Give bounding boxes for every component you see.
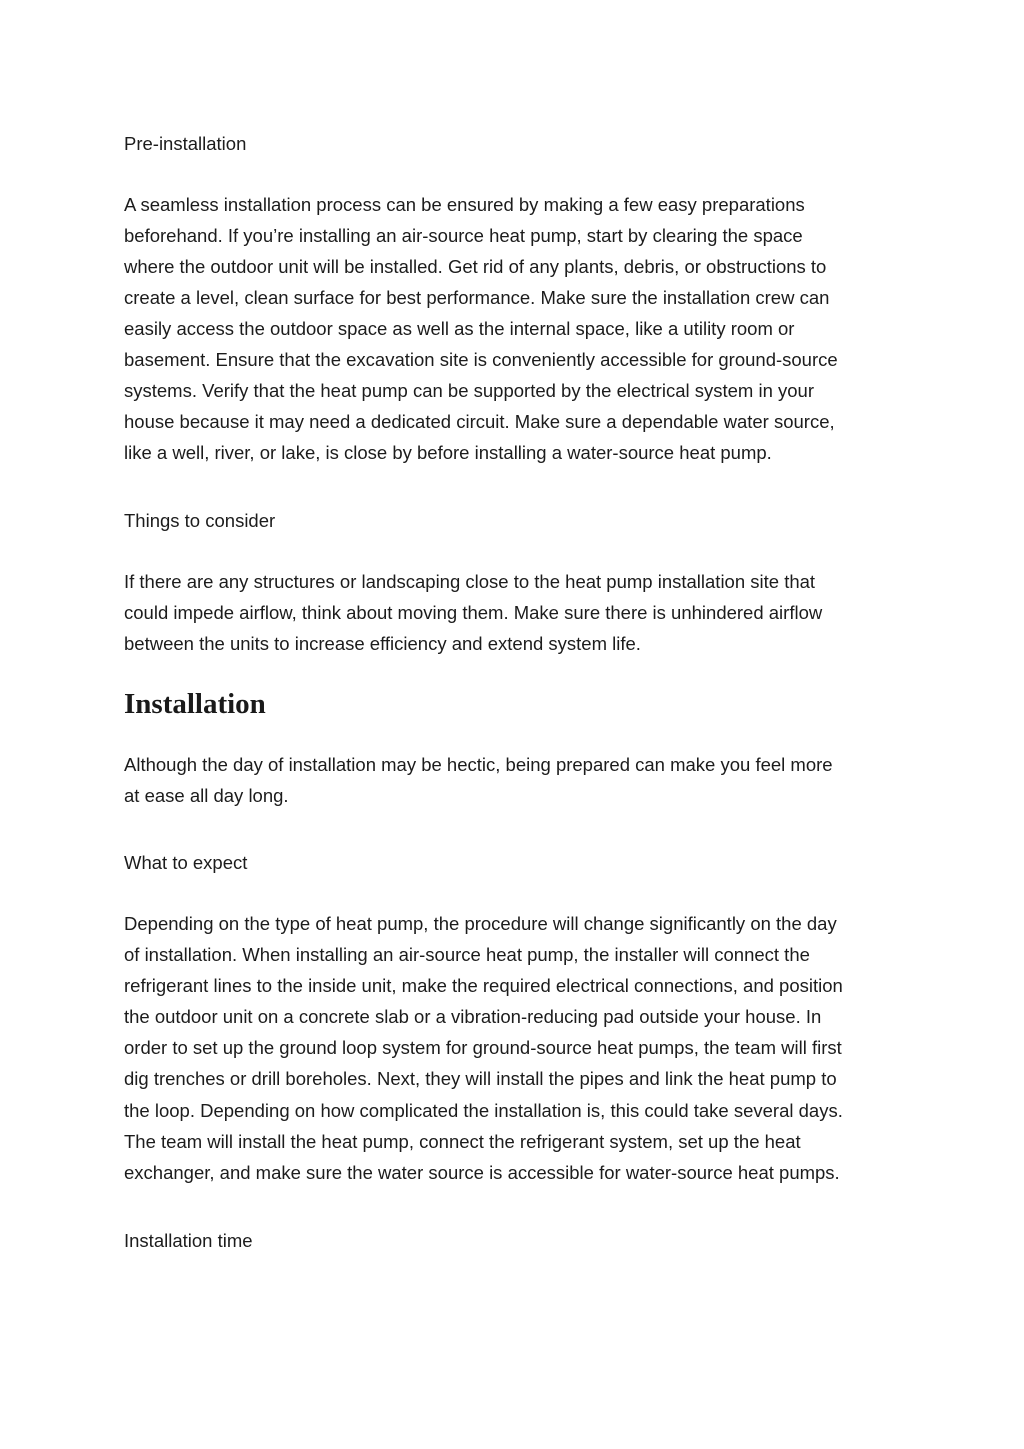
paragraph-line: dig trenches or drill boreholes. Next, they will install the pipes and link the heat pump to bbox=[124, 1068, 837, 1089]
paragraph-line: like a well, river, or lake, is close by before installing a water-source heat pump. bbox=[124, 442, 772, 463]
paragraph-line: between the units to increase efficiency and extend system life. bbox=[124, 633, 641, 654]
paragraph-line: refrigerant lines to the inside unit, make the required electrical connections, and position bbox=[124, 975, 843, 996]
subheading-what-to-expect: What to expect bbox=[124, 852, 248, 873]
paragraph-line: order to set up the ground loop system for ground-source heat pumps, the team will first bbox=[124, 1037, 842, 1058]
paragraph-line: exchanger, and make sure the water source is accessible for water-source heat pumps. bbox=[124, 1162, 840, 1183]
subheading-pre-installation: Pre-installation bbox=[124, 133, 247, 154]
paragraph-line: systems. Verify that the heat pump can be supported by the electrical system in your bbox=[124, 380, 814, 401]
paragraph-line: the loop. Depending on how complicated the installation is, this could take several days. bbox=[124, 1100, 843, 1121]
paragraph-line: beforehand. If you’re installing an air-source heat pump, start by clearing the space bbox=[124, 225, 803, 246]
paragraph-line: basement. Ensure that the excavation site is conveniently accessible for ground-source bbox=[124, 349, 838, 370]
heading-installation: Installation bbox=[124, 688, 266, 720]
paragraph-line: Depending on the type of heat pump, the procedure will change significantly on the day bbox=[124, 913, 837, 934]
paragraph-line: create a level, clean surface for best performance. Make sure the installation crew can bbox=[124, 287, 830, 308]
paragraph-line: Although the day of installation may be hectic, being prepared can make you feel more bbox=[124, 754, 833, 775]
paragraph-line: where the outdoor unit will be installed. Get rid of any plants, debris, or obstructions to bbox=[124, 256, 827, 277]
paragraph-line: A seamless installation process can be ensured by making a few easy preparations bbox=[124, 194, 805, 215]
paragraph-line: of installation. When installing an air-source heat pump, the installer will connect the bbox=[124, 944, 810, 965]
subheading-things-to-consider: Things to consider bbox=[124, 510, 276, 531]
paragraph-line: could impede airflow, think about moving them. Make sure there is unhindered airflow bbox=[124, 602, 823, 623]
paragraph-line: at ease all day long. bbox=[124, 785, 289, 806]
paragraph-line: The team will install the heat pump, connect the refrigerant system, set up the heat bbox=[124, 1131, 801, 1152]
paragraph-line: easily access the outdoor space as well as the internal space, like a utility room or bbox=[124, 318, 795, 339]
paragraph-line: the outdoor unit on a concrete slab or a vibration-reducing pad outside your house. In bbox=[124, 1006, 822, 1027]
subheading-installation-time: Installation time bbox=[124, 1230, 253, 1251]
paragraph-line: If there are any structures or landscaping close to the heat pump installation site that bbox=[124, 571, 816, 592]
paragraph-line: house because it may need a dedicated circuit. Make sure a dependable water source, bbox=[124, 411, 835, 432]
